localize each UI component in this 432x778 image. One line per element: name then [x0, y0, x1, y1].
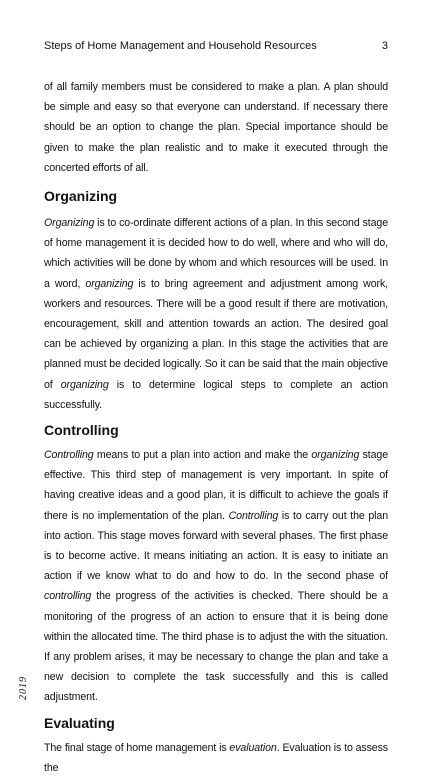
- term-controlling: controlling: [44, 590, 92, 603]
- page-number: 3: [381, 40, 388, 52]
- term-organizing: organizing: [60, 378, 109, 391]
- controlling-paragraph: Controlling means to put a plan into action and make the organizing stage effective. This third step of management is very important. In spite of having creative ideas and a good plan, it is difficult to achieve the goals if there is no implementation of the plan. Controlling is to carry out the plan into action. This stage moves forward with several phases. The first phase is to become active. It means initiating an action. It is easy to initiate an action if we know what to do and how to do. In the second phase of controlling the progress of the activities is checked. There should be a monitoring of the progress of an action to ensure that it is being done within the allocated time. The third phase is to adjust the with the situation. If any problem arises, it may be necessary to change the plan and take a new decision to complete the task successfully and this is called adjustment.: [44, 449, 389, 704]
- heading-evaluating: Evaluating: [44, 714, 115, 731]
- running-head: [44, 38, 388, 54]
- term-controlling: Controlling: [44, 449, 94, 462]
- intro-paragraph: of all family members must be considered to make a plan. A plan should be simple and easy so that everyone can understand. If necessary there should be an option to change the plan. Special importance should be given to make the plan realistic and to make it executed through the concerted efforts of all.: [44, 81, 388, 174]
- term-organizing: Organizing: [44, 217, 95, 230]
- term-organizing: organizing: [85, 277, 134, 290]
- body-text: [44, 77, 388, 778]
- heading-controlling: Controlling: [44, 422, 119, 439]
- heading-organizing: Organizing: [44, 188, 118, 205]
- organizing-paragraph: Organizing is to co-ordinate different actions of a plan. In this second stage of home management it is decided how to do well, where and who will do, which activities will be done by whom and which resources will be used. In a word, organizing is to bring agreement and adjustment among work, workers and resources. There will be a good result if there are motivation, encouragement, skill and attention towards an action. The desired goal can be achieved by organizing a plan. In this stage the activities that are planned must be decided logically. So it can be said that the main objective of organizing is to determine logical steps to complete an action successfully.: [44, 217, 388, 411]
- running-head-title: Steps of Home Management and Household Resources: [44, 40, 317, 52]
- term-controlling: Controlling: [228, 509, 279, 522]
- evaluating-paragraph: The final stage of home management is evaluation. Evaluation is to assess the: [44, 741, 388, 774]
- side-year: 2019: [18, 676, 29, 700]
- term-organizing: organizing: [311, 449, 360, 462]
- term-evaluation: evaluation: [229, 741, 277, 754]
